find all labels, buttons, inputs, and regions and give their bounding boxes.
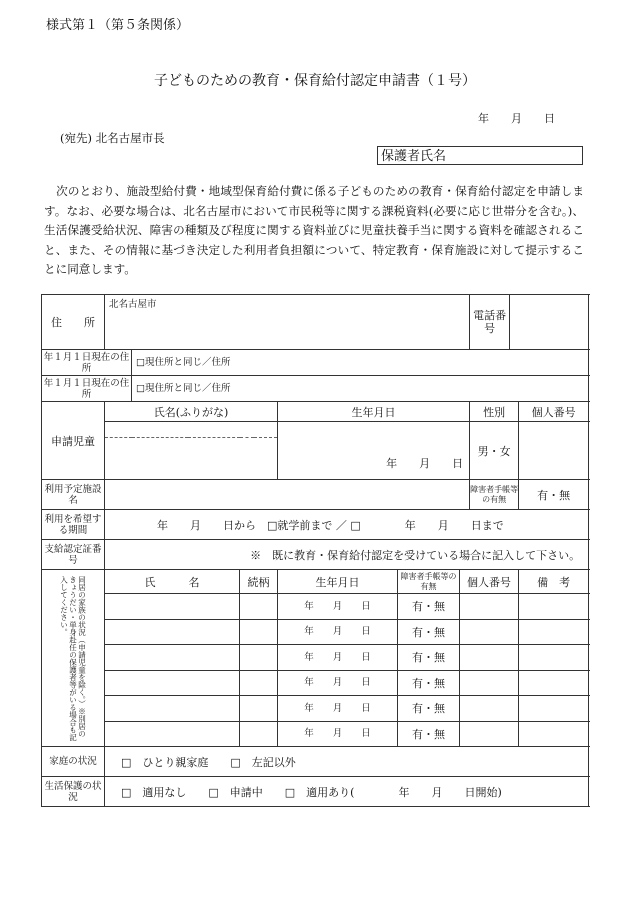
family-relation-cell[interactable] [240, 645, 278, 671]
family-relation-cell[interactable] [240, 619, 278, 645]
phone-field[interactable] [510, 295, 589, 350]
family-remarks-cell[interactable] [519, 670, 589, 696]
family-relation-cell[interactable] [240, 594, 278, 620]
child-id-header: 個人番号 [519, 402, 589, 422]
family-birth-cell[interactable]: 年 月 日 [278, 645, 398, 671]
family-relation-cell[interactable] [240, 670, 278, 696]
family-id-cell[interactable] [460, 670, 519, 696]
family-name-cell[interactable] [105, 619, 240, 645]
family-disability-cell[interactable]: 有・無 [398, 645, 460, 671]
guardian-name-field[interactable]: 保護者氏名 [377, 146, 583, 165]
form-number: 様式第１（第５条関係） [46, 18, 190, 33]
family-birth-cell[interactable]: 年 月 日 [278, 670, 398, 696]
family-remarks-cell[interactable] [519, 619, 589, 645]
family-relation-cell[interactable] [240, 721, 278, 747]
family-birth-cell[interactable]: 年 月 日 [278, 721, 398, 747]
welfare-label: 生活保護の状況 [42, 777, 105, 807]
family-id-cell[interactable] [460, 645, 519, 671]
disability-field[interactable]: 有・無 [519, 480, 589, 510]
addressee: (宛先) 北名古屋市長 [60, 131, 165, 145]
family-remarks-header: 備 考 [519, 570, 589, 594]
family-remarks-cell[interactable] [519, 645, 589, 671]
family-id-cell[interactable] [460, 696, 519, 722]
family-disability-cell[interactable]: 有・無 [398, 721, 460, 747]
family-remarks-cell[interactable] [519, 721, 589, 747]
household-label: 家庭の状況 [42, 747, 105, 777]
family-birth-cell[interactable]: 年 月 日 [278, 696, 398, 722]
welfare-options[interactable]: □ 適用なし □ 申請中 □ 適用あり( 年 月 日開始) [105, 777, 589, 807]
disability-label: 障害者手帳等の有無 [470, 480, 519, 510]
facility-label: 利用予定施設名 [42, 480, 105, 510]
family-side-text: 同居の家族の状況（申請児童を除く。）※別居のきょうだい・単身赴任の保護者等がいる場合も記入してください。 [59, 575, 87, 741]
family-disability-cell[interactable]: 有・無 [398, 696, 460, 722]
household-options[interactable]: □ ひとり親家庭 □ 左記以外 [105, 747, 589, 777]
family-name-cell[interactable] [105, 594, 240, 620]
family-disability-header: 障害者手帳等の有無 [398, 570, 460, 594]
child-sex-field[interactable]: 男・女 [470, 422, 519, 480]
family-relation-cell[interactable] [240, 696, 278, 722]
child-birth-header: 生年月日 [278, 402, 470, 422]
family-row [42, 721, 589, 747]
family-disability-cell[interactable]: 有・無 [398, 619, 460, 645]
family-birth-header: 生年月日 [278, 570, 398, 594]
family-side-label [42, 570, 105, 747]
family-name-cell[interactable] [105, 696, 240, 722]
jan1-address-label: 年１月１日現在の住所 [42, 376, 132, 402]
period-field[interactable]: 年 月 日から □就学前まで ／ □ 年 月 日まで [105, 510, 589, 540]
address-field[interactable] [105, 295, 470, 350]
child-sex-header: 性別 [470, 402, 519, 422]
cert-note: ※ 既に教育・保育給付認定を受けている場合に記入して下さい。 [105, 540, 589, 570]
facility-field[interactable] [105, 480, 470, 510]
family-remarks-cell[interactable] [519, 594, 589, 620]
period-label: 利用を希望する期間 [42, 510, 105, 540]
family-name-cell[interactable] [105, 645, 240, 671]
family-name-header: 氏 名 [105, 570, 240, 594]
application-date[interactable]: 年 月 日 [478, 112, 555, 125]
page-title: 子どものための教育・保育給付認定申請書（１号） [154, 73, 476, 89]
family-id-cell[interactable] [460, 721, 519, 747]
child-section-label: 申請児童 [42, 402, 105, 480]
child-furigana-field[interactable] [105, 422, 278, 438]
family-name-cell[interactable] [105, 670, 240, 696]
family-row [42, 696, 589, 722]
family-id-header: 個人番号 [460, 570, 519, 594]
family-row [42, 670, 589, 696]
jan1-address-label: 年１月１日現在の住所 [42, 350, 132, 376]
family-birth-cell[interactable]: 年 月 日 [278, 594, 398, 620]
family-disability-cell[interactable]: 有・無 [398, 670, 460, 696]
child-id-field[interactable] [519, 422, 589, 480]
family-row [42, 619, 589, 645]
phone-label: 電話番号 [470, 295, 510, 350]
family-id-cell[interactable] [460, 619, 519, 645]
address-label: 住 所 [42, 295, 105, 350]
family-birth-cell[interactable]: 年 月 日 [278, 619, 398, 645]
family-remarks-cell[interactable] [519, 696, 589, 722]
intro-text: 次のとおり、施設型給付費・地域型保育給付費に係る子どものための教育・保育給付認定を申請します。なお、必要な場合は、北名古屋市において市民税等に関する課税資料(必要に応じ世帯分を含む。)、生活保護受給状況、障害の種類及び程度に関する資料並びに児童扶養手当に関する資料を確認されること、また、その情報に基づき決定した利用者負担額について、特定教育・保育施設に対して提示することに同意します。 [44, 184, 584, 276]
family-relation-header: 続柄 [240, 570, 278, 594]
family-disability-cell[interactable]: 有・無 [398, 594, 460, 620]
intro-paragraph [44, 182, 584, 280]
cert-label: 支給認定証番号 [42, 540, 105, 570]
family-name-cell[interactable] [105, 721, 240, 747]
family-row [42, 594, 589, 620]
child-birth-field[interactable]: 年 月 日 [278, 422, 470, 480]
jan1-address-field[interactable]: □現住所と同じ／住所 [132, 376, 589, 402]
jan1-address-field[interactable]: □現住所と同じ／住所 [132, 350, 589, 376]
family-id-cell[interactable] [460, 594, 519, 620]
address-prefix: 北名古屋市 [109, 299, 157, 310]
child-name-header: 氏名(ふりがな) [105, 402, 278, 422]
application-form-table [41, 294, 589, 807]
family-row [42, 645, 589, 671]
child-name-field[interactable] [105, 438, 278, 480]
